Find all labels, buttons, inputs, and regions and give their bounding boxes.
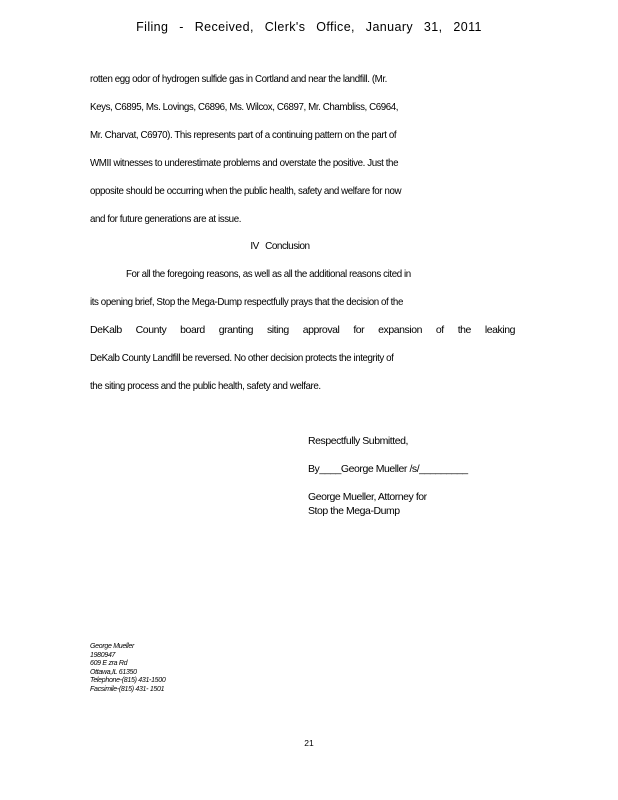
word: board <box>180 324 205 336</box>
body-line-2: Keys, C6895, Ms. Lovings, C6896, Ms. Wilcox, C6897, Mr. Chambliss, C6964, <box>90 101 399 113</box>
word: expansion <box>378 324 422 336</box>
body-line-4: WMII witnesses to underestimate problems and overstate the positive. Just the <box>90 157 399 169</box>
signature-name: George Mueller, Attorney for <box>308 491 427 503</box>
signature-client: Stop the Mega-Dump <box>308 505 400 517</box>
footer-reg-number: 1980947 <box>90 651 116 659</box>
word: granting <box>218 324 254 336</box>
body-line-5: opposite should be occurring when the public health, safety and welfare for now <box>90 185 402 197</box>
word: siting <box>266 324 289 336</box>
word: of <box>435 324 444 336</box>
body-line-1: rotten egg odor of hydrogen sulfide gas in Cortland and near the landfill. (Mr. <box>90 73 387 85</box>
footer-name: George Mueller <box>90 643 135 650</box>
attorney-contact-block <box>90 643 165 694</box>
signature-by-line: By____George Mueller /s/_________ <box>308 463 468 475</box>
word: County <box>135 324 167 336</box>
footer-address: 609 E zra Rd <box>90 660 128 667</box>
word: the <box>457 324 471 336</box>
footer-telephone: Telephone-(815) 431-1500 <box>90 677 166 684</box>
conclusion-line-1: For all the foregoing reasons, as well as all the additional reasons cited in <box>126 268 411 280</box>
conclusion-line-2: its opening brief, Stop the Mega-Dump respectfully prays that the decision of the <box>90 296 403 308</box>
page-number: 21 <box>304 738 314 748</box>
closing-line-1: DeKalb County Landfill be reversed. No other decision protects the integrity of <box>90 352 394 364</box>
word: leaking <box>484 324 515 336</box>
word: DeKalb <box>90 324 122 336</box>
closing-line-2: the siting process and the public health, safety and welfare. <box>90 380 321 392</box>
footer-facsimile: Facsimile-(815) 431- 1501 <box>90 685 165 693</box>
footer-city: Ottawa,IL 61350 <box>90 668 137 676</box>
justified-line <box>90 324 515 336</box>
section-heading: IV Conclusion <box>250 241 310 252</box>
filing-header: Filing - Received, Clerk's Office, January 31, 2011 <box>136 20 482 34</box>
signature-closing: Respectfully Submitted, <box>308 435 408 447</box>
body-line-6: and for future generations are at issue. <box>90 213 242 225</box>
word: approval <box>302 324 340 336</box>
word: for <box>353 324 365 336</box>
body-line-3: Mr. Charvat, C6970). This represents part of a continuing pattern on the part of <box>90 129 397 141</box>
